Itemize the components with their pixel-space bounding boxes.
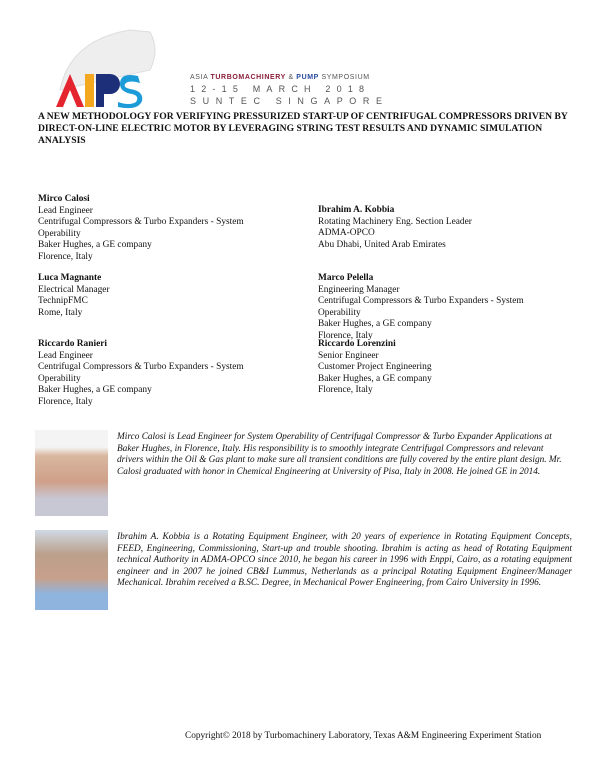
author-photo-calosi xyxy=(35,430,108,516)
author-affiliation-line: Lead Engineer xyxy=(38,205,93,216)
conf-text: TURBOMACHINERY xyxy=(210,74,286,81)
author-photo-kobbia xyxy=(35,530,108,610)
author-affiliation-line: Baker Hughes, a GE company xyxy=(318,319,432,330)
author-affiliation-line: Electrical Manager xyxy=(38,284,110,295)
paper-title: A NEW METHODOLOGY FOR VERIFYING PRESSURIZED START-UP OF CENTRIFUGAL COMPRESSORS DRIVEN BY DIRECT-ON-LINE ELECTRIC MOTOR BY LEVERAGING STRING TEST RESULTS AND DYNAMIC SIMULATION ANALYSIS xyxy=(38,111,568,146)
author-affiliation-line: Operability xyxy=(38,373,81,384)
author-affiliation-line: Florence, Italy xyxy=(318,330,373,341)
author-affiliation-line: TechnipFMC xyxy=(38,296,88,307)
author-affiliation-line: Rotating Machinery Eng. Section Leader xyxy=(318,216,472,227)
author-name: Riccardo Ranieri xyxy=(38,339,107,349)
bio-kobbia: Ibrahim A. Kobbia is a Rotating Equipment Engineer, with 20 years of experience in Rotating Equipment Concepts, FEED, Engineering, Commissioning, Start-up and trouble shooting. Ibrahim is acting as head of Rotating Equipment technical Authority in ADMA-OPCO since 2010, he began his career in 1996 with Enppi, Cairo, as a rotating equipment engineer and in 2007 he joined CB&I Lummus, Netherlands as a principal Rotating Equipment Engineer/Manager Mechanical. Ibrahim received a B.SC. Degree, in Mechanical Power Engineering, from Cairo University in 1996. xyxy=(117,532,572,589)
author-affiliation-line: Operability xyxy=(318,307,361,318)
author-name: Riccardo Lorenzini xyxy=(318,339,396,349)
author-affiliation-line: Baker Hughes, a GE company xyxy=(38,240,152,251)
conference-venue: SUNTEC SINGAPORE xyxy=(190,96,389,106)
author-affiliation-line: Centrifugal Compressors & Turbo Expanders - System xyxy=(38,362,244,373)
author-affiliation-line: ADMA-OPCO xyxy=(318,228,375,239)
aips-logo xyxy=(40,20,190,110)
author-affiliation-line: Senior Engineer xyxy=(318,350,379,361)
author-affiliation-line: Abu Dhabi, United Arab Emirates xyxy=(318,239,446,250)
author-affiliation-line: Centrifugal Compressors & Turbo Expanders - System xyxy=(318,296,524,307)
author-affiliation-line: Rome, Italy xyxy=(38,307,83,318)
author-block xyxy=(318,273,524,343)
author-block xyxy=(38,339,244,409)
author-affiliation-line: Lead Engineer xyxy=(38,350,93,361)
author-name: Ibrahim A. Kobbia xyxy=(318,205,395,215)
author-name: Marco Pelella xyxy=(318,273,374,283)
author-affiliation-line: Operability xyxy=(38,228,81,239)
author-name: Mirco Calosi xyxy=(38,194,90,204)
author-affiliation-line: Florence, Italy xyxy=(38,251,93,262)
copyright-footer: Copyright© 2018 by Turbomachinery Laboratory, Texas A&M Engineering Experiment Station xyxy=(185,731,542,741)
author-affiliation-line: Customer Project Engineering xyxy=(318,362,432,373)
author-affiliation-line: Engineering Manager xyxy=(318,284,400,295)
author-block xyxy=(38,194,244,264)
conf-text: SYMPOSIUM xyxy=(318,74,370,81)
author-affiliation-line: Baker Hughes, a GE company xyxy=(38,385,152,396)
author-block xyxy=(318,205,472,251)
conf-text: & xyxy=(285,74,297,81)
author-affiliation-line: Florence, Italy xyxy=(38,396,93,407)
bio-calosi: Mirco Calosi is Lead Engineer for System Operability of Centrifugal Compressor & Turbo Expander Applications at Baker Hughes, in Florence, Italy. His responsibility is to smoothly integrate Centrifugal Compressors and relevant drivers within the Oil & Gas plant to make sure all transient conditions are fully covered by the entire plant design. Mr. Calosi graduated with honor in Chemical Engineering at University of Pisa, Italy in 2008. He joined GE in 2014. xyxy=(117,432,562,477)
author-name: Luca Magnante xyxy=(38,273,102,283)
conf-text: ASIA xyxy=(190,74,211,81)
conference-dates: 12-15 MARCH 2018 xyxy=(190,84,371,94)
conference-name xyxy=(190,74,370,81)
author-block xyxy=(318,339,432,397)
conf-text: PUMP xyxy=(296,74,319,81)
author-affiliation-line: Centrifugal Compressors & Turbo Expanders - System xyxy=(38,217,244,228)
author-affiliation-line: Florence, Italy xyxy=(318,385,373,396)
author-affiliation-line: Baker Hughes, a GE company xyxy=(318,373,432,384)
author-block xyxy=(38,273,110,319)
